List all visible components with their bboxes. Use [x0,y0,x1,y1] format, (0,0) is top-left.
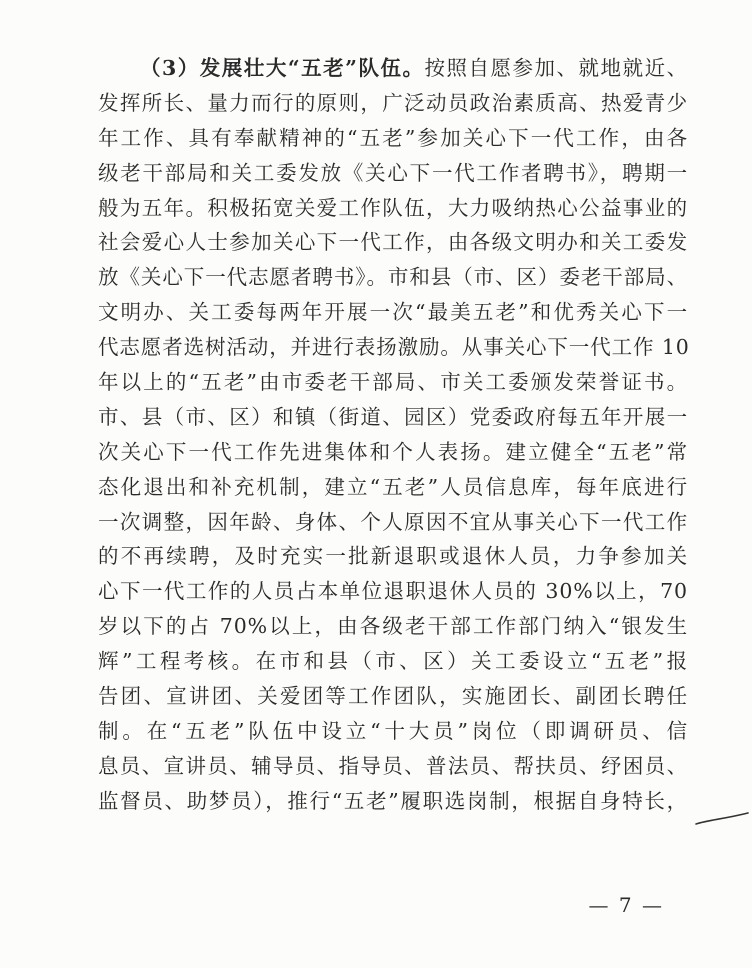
first-line-text: 按照自愿参加、就地就近、 [424,56,688,80]
page-number: — 7 — [588,893,664,917]
paragraph-line: 发挥所长、量力而行的原则，广泛动员政治素质高、热爱青少 [98,90,688,115]
paragraph-line: 文明办、关工委每两年开展一次“最美五老”和优秀关心下一 [98,300,688,325]
paragraph-first-line [98,51,688,86]
paragraph-line: 告团、宣讲团、关爱团等工作团队，实施团长、副团长聘任 [98,684,688,709]
paragraph-line: 制。在“五老”队伍中设立“十大员”岗位（即调研员、信 [98,718,688,743]
paragraph-line: 社会爱心人士参加关心下一代工作，由各级文明办和关工委发 [98,230,688,255]
paragraph-line: 市、县（市、区）和镇（街道、园区）党委政府每五年开展一 [98,404,688,429]
paragraph-line: 代志愿者选树活动，并进行表扬激励。从事关心下一代工作 10 [98,335,690,360]
paragraph-line: 的不再续聘，及时充实一批新退职或退休人员，力争参加关 [98,544,688,569]
body-paragraph [98,51,688,819]
paragraph-line: 次关心下一代工作先进集体和个人表扬。建立健全“五老”常 [98,439,688,464]
paragraph-line: 般为五年。积极拓宽关爱工作队伍，大力吸纳热心公益事业的 [98,195,688,220]
paragraph-line: 态化退出和补充机制，建立“五老”人员信息库，每年底进行 [98,474,688,499]
section-heading: （3）发展壮大“五老”队伍。 [140,56,425,80]
paragraph-line: 级老干部局和关工委发放《关心下一代工作者聘书》，聘期一 [98,160,688,185]
paragraph-line: 岁以下的占 70%以上，由各级老干部工作部门纳入“银发生 [98,614,688,639]
paragraph-line: 辉”工程考核。在市和县（市、区）关工委设立“五老”报 [98,649,688,674]
paragraph-line: 心下一代工作的人员占本单位退职退休人员的 30%以上，70 [98,579,688,604]
pen-stroke-mark [694,810,750,830]
paragraph-line: 监督员、助梦员），推行“五老”履职选岗制，根据自身特长， [98,788,688,813]
paragraph-line: 放《关心下一代志愿者聘书》。市和县（市、区）委老干部局、 [98,265,688,290]
paragraph-line: 息员、宣讲员、辅导员、指导员、普法员、帮扶员、纾困员、 [98,753,688,778]
paragraph-line: 一次调整，因年龄、身体、个人原因不宜从事关心下一代工作 [98,509,688,534]
paragraph-line: 年以上的“五老”由市委老干部局、市关工委颁发荣誉证书。 [98,370,688,395]
paragraph-line: 年工作、具有奉献精神的“五老”参加关心下一代工作，由各 [98,125,688,150]
